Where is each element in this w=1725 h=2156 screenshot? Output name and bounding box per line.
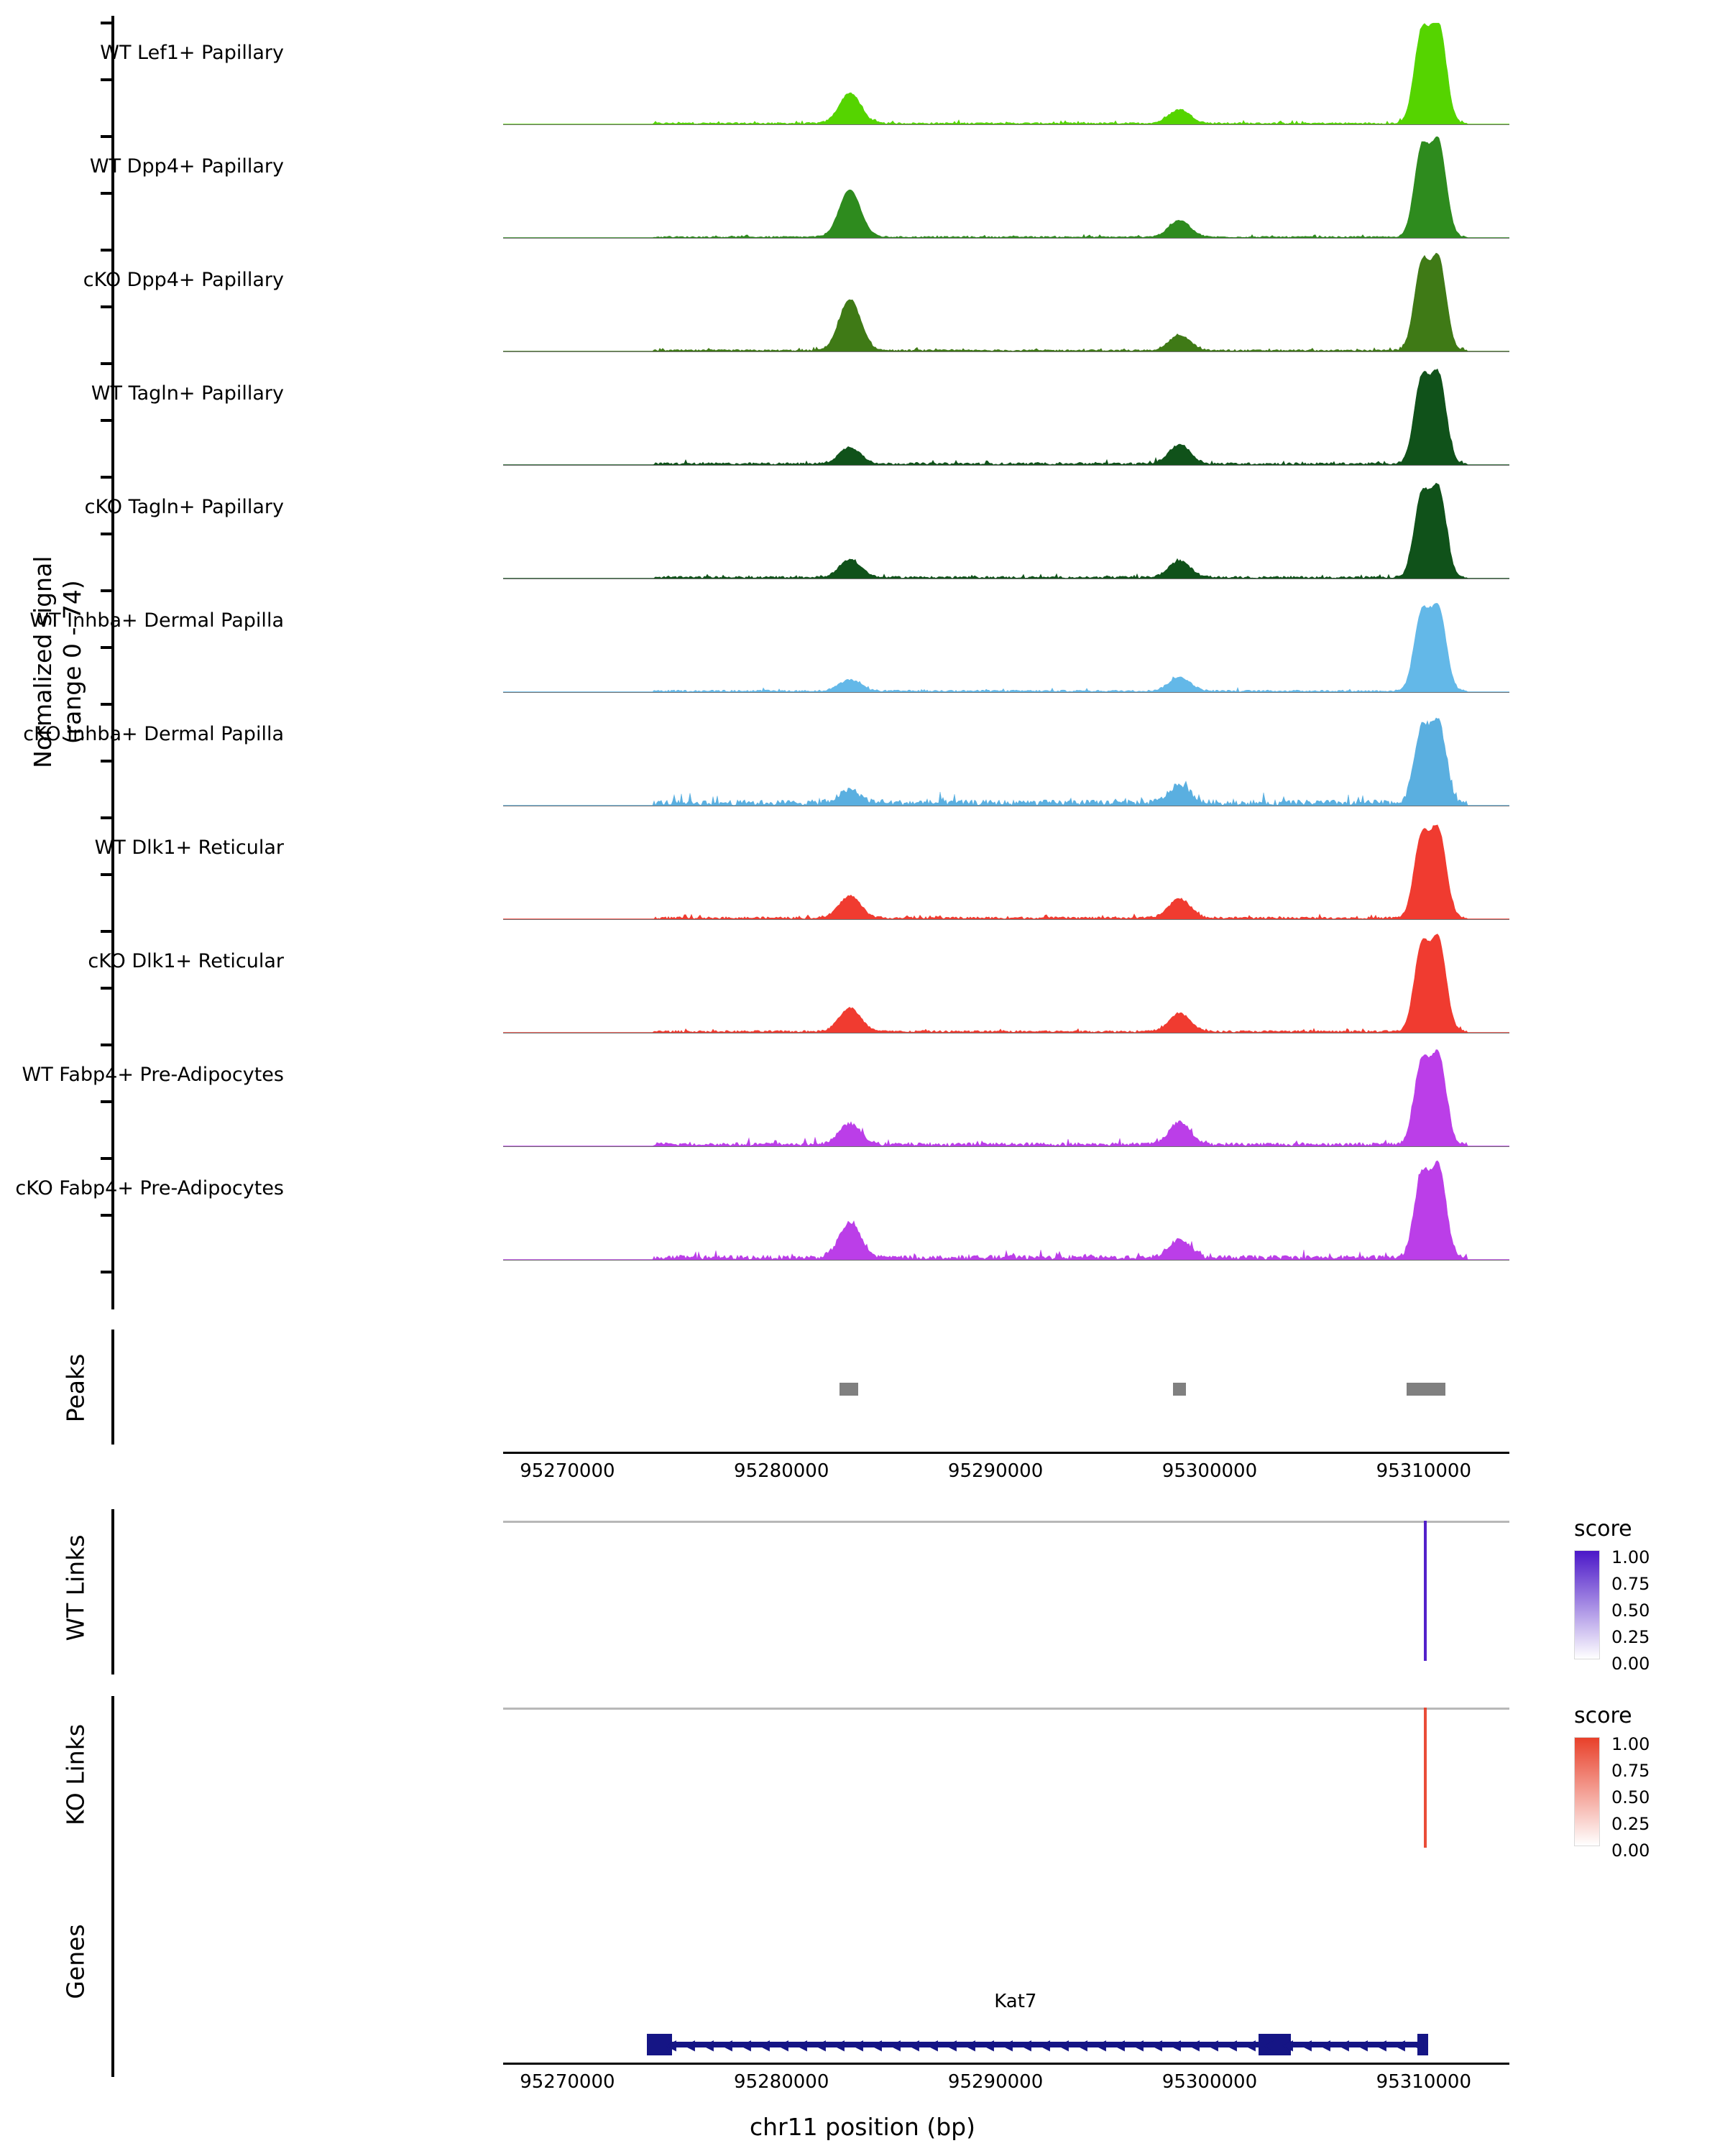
gene-strand-arrow-icon: ◀ bbox=[1020, 2036, 1031, 2053]
gene-strand-arrow-icon: ◀ bbox=[1113, 2036, 1125, 2053]
ko-links-axis-line bbox=[111, 1696, 114, 1861]
legend-tick-label: 0.00 bbox=[1611, 1654, 1650, 1674]
coverage-signal bbox=[503, 249, 1509, 362]
gene-strand-arrow-icon: ◀ bbox=[1225, 2036, 1237, 2053]
gene-strand-arrow-icon: ◀ bbox=[1076, 2036, 1087, 2053]
gene-strand-arrow-icon: ◀ bbox=[1338, 2036, 1349, 2053]
ko-legend-colorbar bbox=[1574, 1737, 1600, 1846]
wt-links-baseline bbox=[503, 1521, 1509, 1523]
coverage-axis-tick bbox=[101, 1044, 114, 1046]
genome-axis-tick-label: 95300000 bbox=[1162, 1460, 1258, 1482]
peak-region[interactable] bbox=[1173, 1383, 1186, 1396]
genome-axis-tick-label: 95270000 bbox=[520, 1460, 615, 1482]
legend-tick-label: 0.50 bbox=[1611, 1600, 1650, 1621]
coverage-axis-tick bbox=[101, 476, 114, 479]
gene-strand-arrow-icon: ◀ bbox=[777, 2036, 788, 2053]
link-arc[interactable] bbox=[1424, 1521, 1427, 1661]
coverage-axis-tick bbox=[101, 305, 114, 308]
peaks-axis-line bbox=[111, 1330, 114, 1445]
gene-strand-arrow-icon: ◀ bbox=[1300, 2036, 1312, 2053]
gene-strand-arrow-icon: ◀ bbox=[1188, 2036, 1200, 2053]
genome-axis-top bbox=[503, 1452, 1509, 1454]
genes-panel bbox=[0, 1854, 1725, 2156]
coverage-track bbox=[84, 476, 1509, 589]
genome-axis-tick-label: 95310000 bbox=[1376, 1460, 1472, 1482]
legend-tick-label: 0.75 bbox=[1611, 1574, 1650, 1594]
ko-links-label: KO Links bbox=[61, 1723, 90, 1826]
ko-links-baseline bbox=[503, 1708, 1509, 1710]
coverage-track bbox=[22, 1044, 1509, 1157]
wt-links-axis-line bbox=[111, 1509, 114, 1674]
coverage-axis-tick bbox=[101, 873, 114, 876]
legend-tick-label: 0.75 bbox=[1611, 1761, 1650, 1781]
coverage-track-label: cKO Inhba+ Dermal Papilla bbox=[23, 723, 284, 745]
peak-region[interactable] bbox=[1407, 1383, 1445, 1396]
coverage-signal bbox=[503, 1157, 1509, 1271]
coverage-track-label: cKO Dlk1+ Reticular bbox=[88, 950, 284, 972]
coverage-axis-line bbox=[111, 16, 114, 1309]
gene-strand-arrow-icon: ◀ bbox=[833, 2036, 845, 2053]
coverage-signal bbox=[503, 703, 1509, 816]
gene-strand-arrow-icon: ◀ bbox=[1169, 2036, 1181, 2053]
genome-axis-bottom bbox=[503, 2063, 1509, 2065]
coverage-track-label: WT Dlk1+ Reticular bbox=[94, 837, 284, 859]
gene-strand-arrow-icon: ◀ bbox=[870, 2036, 882, 2053]
coverage-axis-tick bbox=[101, 1271, 114, 1273]
coverage-track-label: WT Fabp4+ Pre-Adipocytes bbox=[22, 1064, 284, 1086]
gene-strand-arrow-icon: ◀ bbox=[684, 2036, 695, 2053]
coverage-axis-tick bbox=[101, 589, 114, 592]
ko-links-legend bbox=[1574, 1703, 1650, 1861]
genome-axis-tick-label: 95290000 bbox=[947, 1460, 1044, 1482]
wt-legend-colorbar bbox=[1574, 1550, 1600, 1659]
coverage-axis-tick bbox=[101, 646, 114, 649]
coverage-track bbox=[100, 22, 1509, 135]
gene-strand-arrow-icon: ◀ bbox=[1057, 2036, 1069, 2053]
legend-tick-label: 1.00 bbox=[1611, 1547, 1650, 1567]
legend-tick-label: 0.00 bbox=[1611, 1841, 1650, 1861]
genome-axis-tick-label: 95290000 bbox=[947, 2071, 1044, 2093]
coverage-track bbox=[88, 930, 1509, 1044]
genome-axis-tick-label: 95280000 bbox=[734, 2071, 829, 2093]
gene-strand-arrow-icon: ◀ bbox=[1394, 2036, 1405, 2053]
coverage-axis-tick bbox=[101, 987, 114, 990]
coverage-axis-tick bbox=[101, 192, 114, 195]
coverage-signal bbox=[503, 816, 1509, 930]
coverage-axis-tick bbox=[101, 760, 114, 763]
coverage-axis-tick bbox=[101, 1214, 114, 1217]
coverage-axis-tick bbox=[101, 135, 114, 138]
coverage-signal bbox=[503, 476, 1509, 589]
gene-strand-arrow-icon: ◀ bbox=[1375, 2036, 1386, 2053]
gene-strand-arrow-icon: ◀ bbox=[1244, 2036, 1256, 2053]
genome-axis-tick-label: 95270000 bbox=[520, 2071, 615, 2093]
gene-strand-arrow-icon: ◀ bbox=[964, 2036, 975, 2053]
genome-axis-tick-label: 95280000 bbox=[734, 1460, 829, 1482]
coverage-track bbox=[94, 816, 1509, 930]
x-axis-title: chr11 position (bp) bbox=[750, 2113, 975, 2141]
peak-region[interactable] bbox=[840, 1383, 859, 1396]
gene-strand-arrow-icon: ◀ bbox=[1132, 2036, 1144, 2053]
coverage-signal bbox=[503, 22, 1509, 135]
gene-strand-arrow-icon: ◀ bbox=[702, 2036, 714, 2053]
y-axis-title-line2: (range 0 - 74) bbox=[58, 580, 86, 745]
wt-legend-title: score bbox=[1574, 1516, 1632, 1542]
peaks-label: Peaks bbox=[61, 1353, 90, 1423]
coverage-track bbox=[23, 703, 1509, 816]
wt-links-panel bbox=[0, 1502, 1725, 1682]
coverage-axis-tick bbox=[101, 249, 114, 252]
gene-strand-arrow-icon: ◀ bbox=[758, 2036, 770, 2053]
coverage-axis-tick bbox=[101, 78, 114, 81]
coverage-track-label: WT Dpp4+ Papillary bbox=[89, 155, 284, 178]
coverage-axis-tick bbox=[101, 1100, 114, 1103]
genes-label: Genes bbox=[61, 1924, 90, 1999]
genes-axis-line bbox=[111, 1861, 114, 2077]
gene-strand-arrow-icon: ◀ bbox=[1319, 2036, 1330, 2053]
coverage-signal bbox=[503, 135, 1509, 249]
coverage-signal bbox=[503, 930, 1509, 1044]
genome-axis-tick-label: 95300000 bbox=[1162, 2071, 1258, 2093]
genome-axis-tick-label: 95310000 bbox=[1376, 2071, 1472, 2093]
gene-strand-arrow-icon: ◀ bbox=[983, 2036, 994, 2053]
gene-strand-arrow-icon: ◀ bbox=[1356, 2036, 1368, 2053]
legend-tick-label: 0.25 bbox=[1611, 1814, 1650, 1834]
gene-strand-arrow-icon: ◀ bbox=[945, 2036, 957, 2053]
coverage-track-label: cKO Tagln+ Papillary bbox=[84, 496, 284, 518]
gene-strand-arrow-icon: ◀ bbox=[1095, 2036, 1106, 2053]
peaks-panel bbox=[0, 1322, 1725, 1452]
gene-strand-arrow-icon: ◀ bbox=[889, 2036, 901, 2053]
gene-strand-arrow-icon: ◀ bbox=[721, 2036, 732, 2053]
gene-strand-arrow-icon: ◀ bbox=[1151, 2036, 1162, 2053]
coverage-axis-tick bbox=[101, 930, 114, 933]
gene-strand-arrow-icon: ◀ bbox=[796, 2036, 807, 2053]
coverage-track-label: cKO Fabp4+ Pre-Adipocytes bbox=[15, 1177, 284, 1199]
legend-tick-label: 0.25 bbox=[1611, 1627, 1650, 1647]
gene-strand-arrow-icon: ◀ bbox=[814, 2036, 826, 2053]
coverage-signal bbox=[503, 589, 1509, 703]
wt-links-label: WT Links bbox=[61, 1534, 90, 1641]
gene-strand-arrow-icon: ◀ bbox=[1263, 2036, 1274, 2053]
coverage-track bbox=[15, 1157, 1509, 1271]
coverage-signal bbox=[503, 362, 1509, 476]
gene-strand-arrow-icon: ◀ bbox=[1412, 2036, 1424, 2053]
coverage-axis-tick bbox=[101, 703, 114, 706]
coverage-axis-tick bbox=[101, 362, 114, 365]
coverage-track-label: WT Tagln+ Papillary bbox=[91, 382, 284, 405]
coverage-axis-tick bbox=[101, 816, 114, 819]
legend-tick-label: 0.50 bbox=[1611, 1787, 1650, 1807]
coverage-track-label: cKO Dpp4+ Papillary bbox=[83, 269, 284, 291]
gene-strand-arrow-icon: ◀ bbox=[1001, 2036, 1013, 2053]
ko-legend-title: score bbox=[1574, 1703, 1632, 1728]
y-axis-title-line1: Normalized signal bbox=[28, 556, 57, 768]
gene-strand-arrow-icon: ◀ bbox=[852, 2036, 863, 2053]
coverage-axis-tick bbox=[101, 22, 114, 24]
link-arc[interactable] bbox=[1424, 1708, 1427, 1848]
coverage-track bbox=[83, 249, 1509, 362]
gene-strand-arrow-icon: ◀ bbox=[665, 2036, 676, 2053]
coverage-track-label: WT Lef1+ Papillary bbox=[100, 42, 284, 64]
gene-name-label: Kat7 bbox=[994, 1991, 1037, 2012]
coverage-track bbox=[91, 362, 1509, 476]
ko-links-panel bbox=[0, 1689, 1725, 1869]
gene-strand-arrow-icon: ◀ bbox=[1282, 2036, 1293, 2053]
legend-tick-label: 1.00 bbox=[1611, 1734, 1650, 1754]
gene-strand-arrow-icon: ◀ bbox=[908, 2036, 919, 2053]
coverage-track bbox=[89, 135, 1509, 249]
coverage-axis-tick bbox=[101, 419, 114, 422]
gene-strand-arrow-icon: ◀ bbox=[1207, 2036, 1218, 2053]
gene-strand-arrow-icon: ◀ bbox=[926, 2036, 938, 2053]
coverage-signal bbox=[503, 1044, 1509, 1157]
gene-strand-arrow-icon: ◀ bbox=[1039, 2036, 1050, 2053]
gene-strand-arrow-icon: ◀ bbox=[740, 2036, 751, 2053]
coverage-track-label: WT Inhba+ Dermal Papilla bbox=[29, 609, 284, 632]
wt-links-legend bbox=[1574, 1516, 1650, 1674]
coverage-axis-tick bbox=[101, 1157, 114, 1160]
coverage-axis-tick bbox=[101, 533, 114, 535]
